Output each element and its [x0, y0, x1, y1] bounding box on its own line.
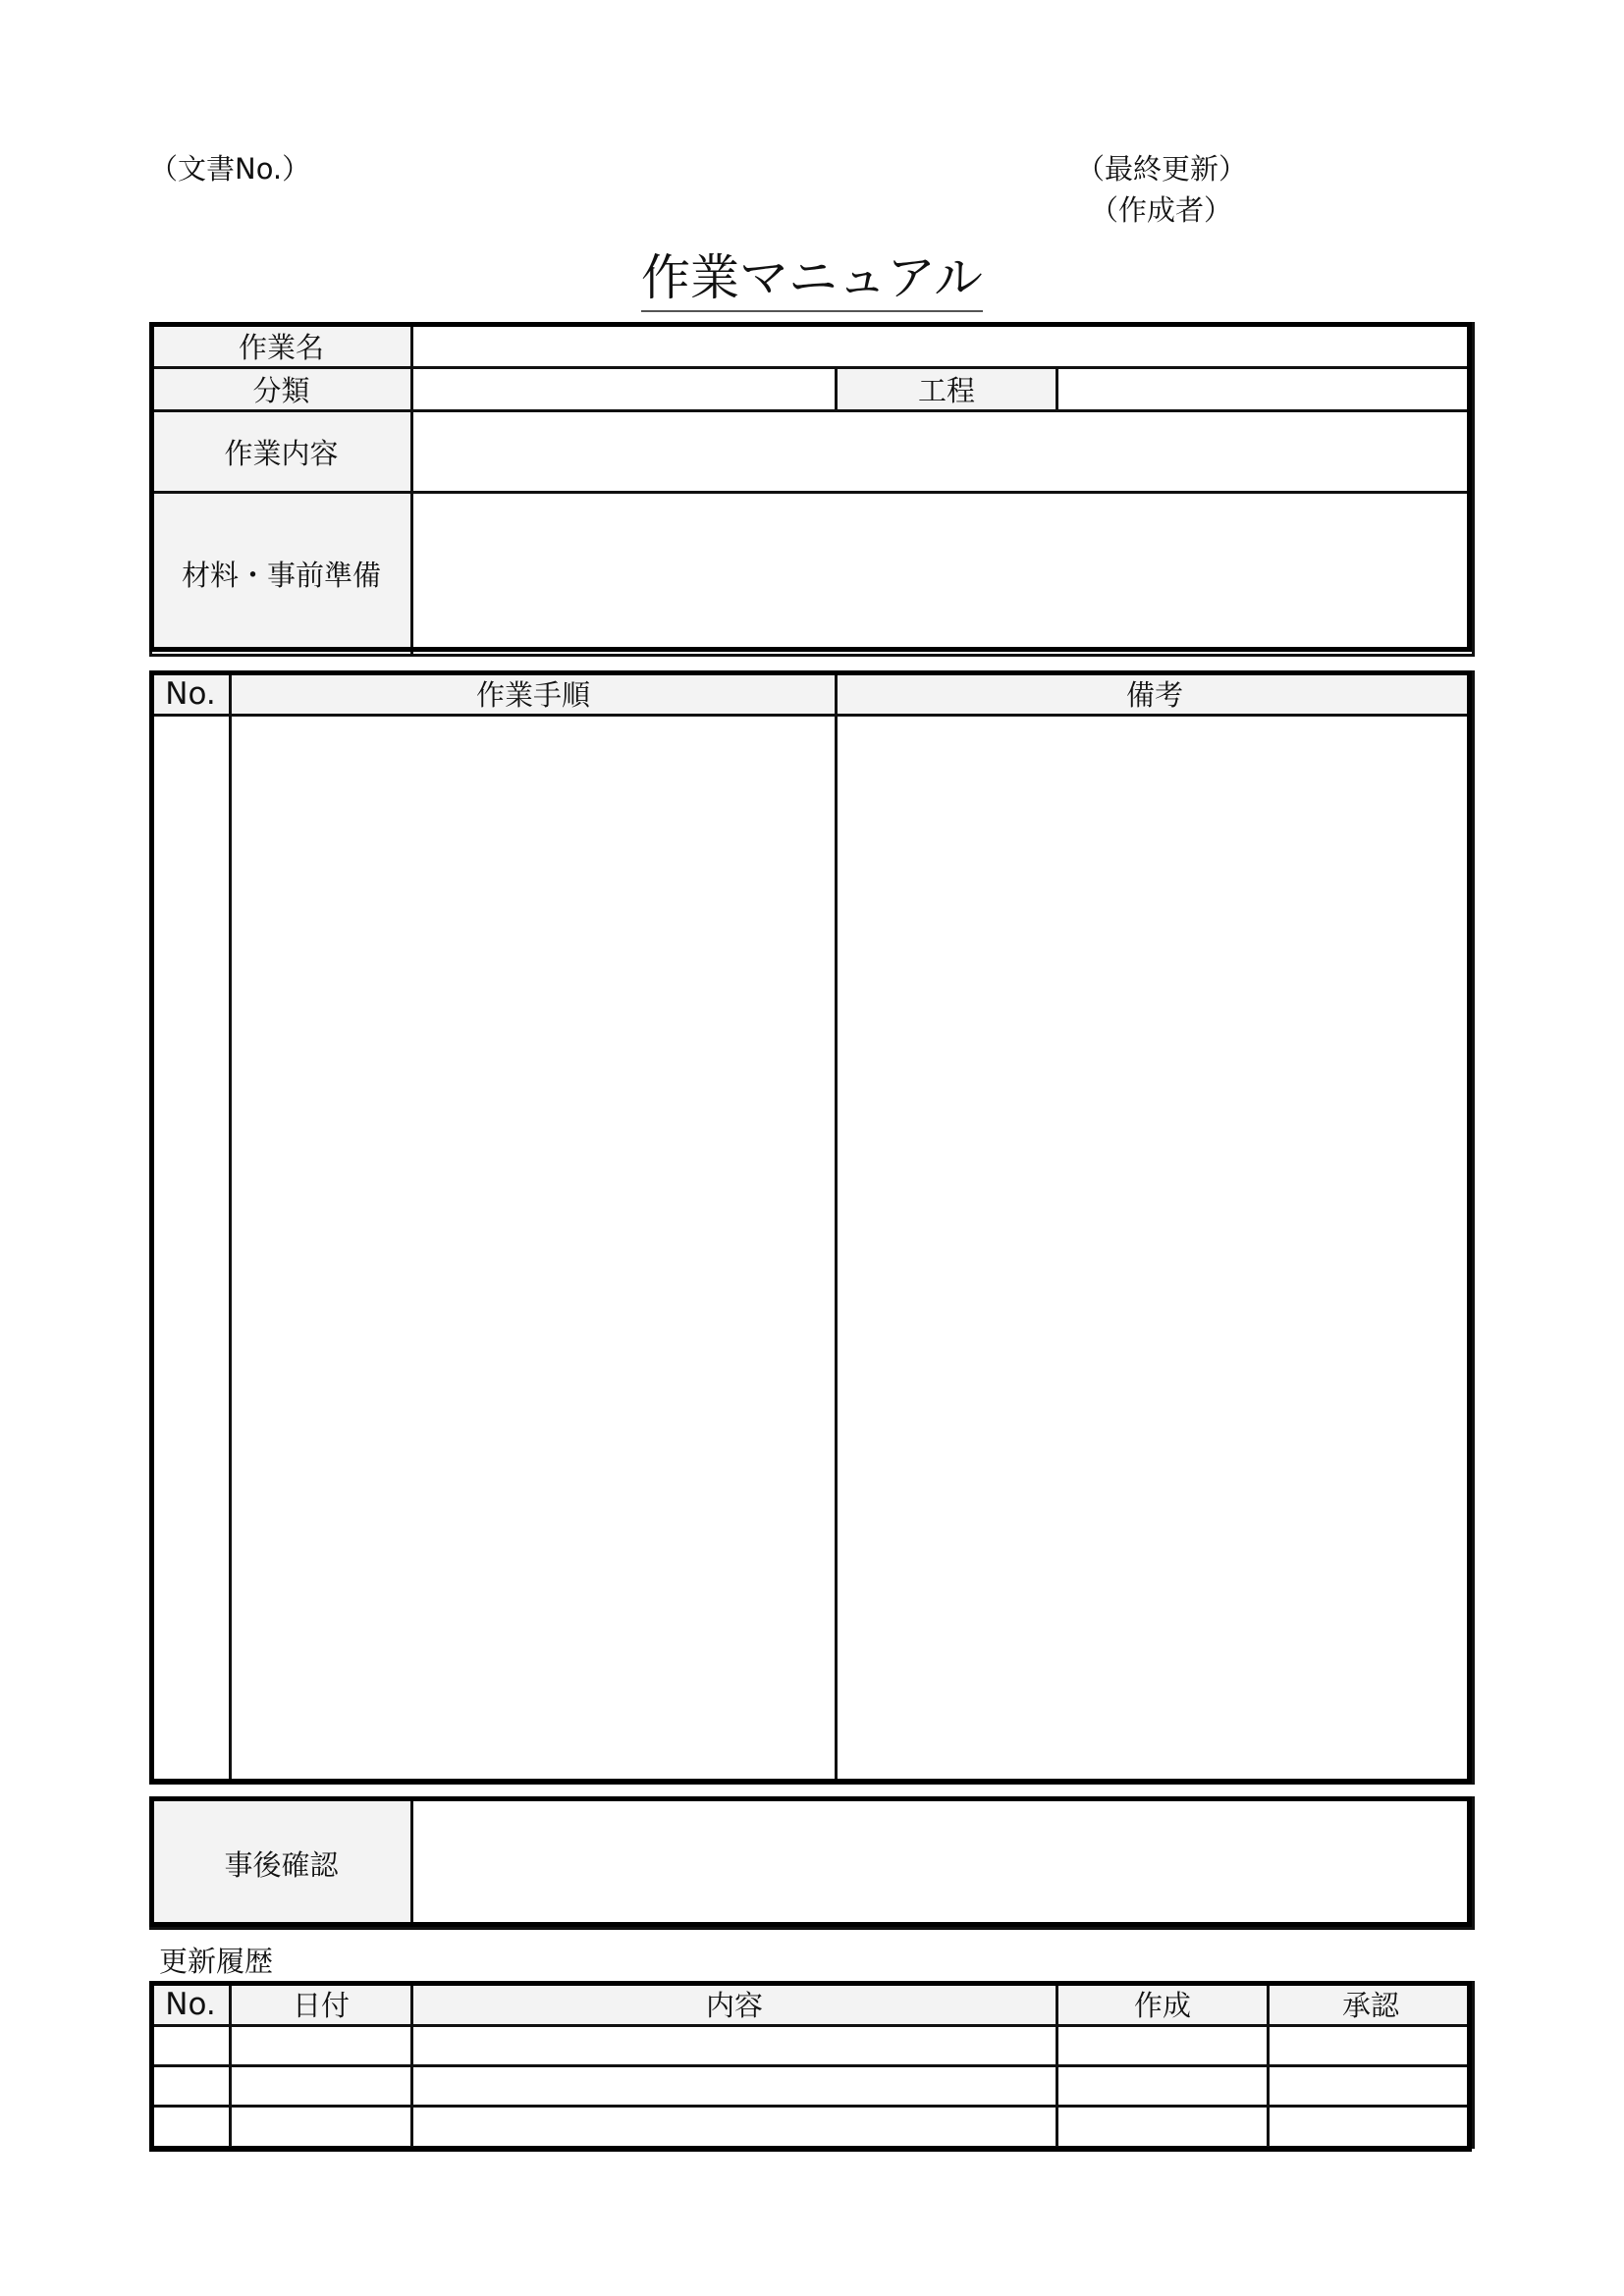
content-field[interactable] — [412, 411, 1474, 493]
history-author-cell[interactable] — [1057, 2107, 1269, 2148]
history-row — [151, 2026, 1474, 2066]
procedure-header-note: 備考 — [837, 672, 1474, 716]
history-header-approver: 承認 — [1269, 1983, 1474, 2026]
history-no-cell[interactable] — [151, 2026, 231, 2066]
materials-label: 材料・事前準備 — [151, 493, 412, 656]
post-check-label: 事後確認 — [151, 1798, 412, 1929]
overview-table — [149, 322, 1475, 657]
history-header-no: No. — [151, 1983, 231, 2026]
history-table — [149, 1981, 1475, 2149]
history-date-cell[interactable] — [231, 2107, 412, 2148]
content-row — [151, 411, 1474, 493]
category-label: 分類 — [151, 368, 412, 411]
history-header-date: 日付 — [231, 1983, 412, 2026]
process-field[interactable] — [1057, 368, 1474, 411]
history-approver-cell[interactable] — [1269, 2026, 1474, 2066]
materials-row — [151, 493, 1474, 656]
task-name-row — [151, 324, 1474, 368]
history-header-row — [151, 1983, 1474, 2026]
procedure-header-row — [151, 672, 1474, 716]
task-name-label: 作業名 — [151, 324, 412, 368]
procedure-header-no: No. — [151, 672, 231, 716]
materials-field[interactable] — [412, 493, 1474, 656]
category-field[interactable] — [412, 368, 837, 411]
task-name-field[interactable] — [412, 324, 1474, 368]
category-row — [151, 368, 1474, 411]
history-no-cell[interactable] — [151, 2107, 231, 2148]
history-date-cell[interactable] — [231, 2066, 412, 2107]
history-author-cell[interactable] — [1057, 2026, 1269, 2066]
history-date-cell[interactable] — [231, 2026, 412, 2066]
procedure-row — [151, 716, 1474, 1784]
post-check-row — [151, 1798, 1474, 1929]
author-label: （作成者） — [1090, 193, 1233, 227]
procedure-table — [149, 670, 1475, 1785]
history-header-content: 内容 — [412, 1983, 1057, 2026]
history-approver-cell[interactable] — [1269, 2066, 1474, 2107]
history-approver-cell[interactable] — [1269, 2107, 1474, 2148]
history-author-cell[interactable] — [1057, 2066, 1269, 2107]
history-section-label: 更新履歴 — [159, 1945, 274, 1978]
procedure-no-cell[interactable] — [151, 716, 231, 1784]
history-no-cell[interactable] — [151, 2066, 231, 2107]
history-row — [151, 2107, 1474, 2148]
history-header-author: 作成 — [1057, 1983, 1269, 2026]
last-updated-label: （最終更新） — [1076, 152, 1248, 186]
procedure-header-step: 作業手順 — [231, 672, 837, 716]
procedure-note-cell[interactable] — [837, 716, 1474, 1784]
history-row — [151, 2066, 1474, 2107]
history-content-cell[interactable] — [412, 2066, 1057, 2107]
procedure-step-cell[interactable] — [231, 716, 837, 1784]
page-title — [0, 249, 1624, 306]
history-content-cell[interactable] — [412, 2107, 1057, 2148]
process-label: 工程 — [837, 368, 1057, 411]
post-check-table — [149, 1796, 1475, 1930]
post-check-field[interactable] — [412, 1798, 1474, 1929]
page-title-text: 作業マニュアル — [641, 249, 983, 312]
history-content-cell[interactable] — [412, 2026, 1057, 2066]
content-label: 作業内容 — [151, 411, 412, 493]
document-number-label: （文書No.） — [149, 152, 311, 186]
